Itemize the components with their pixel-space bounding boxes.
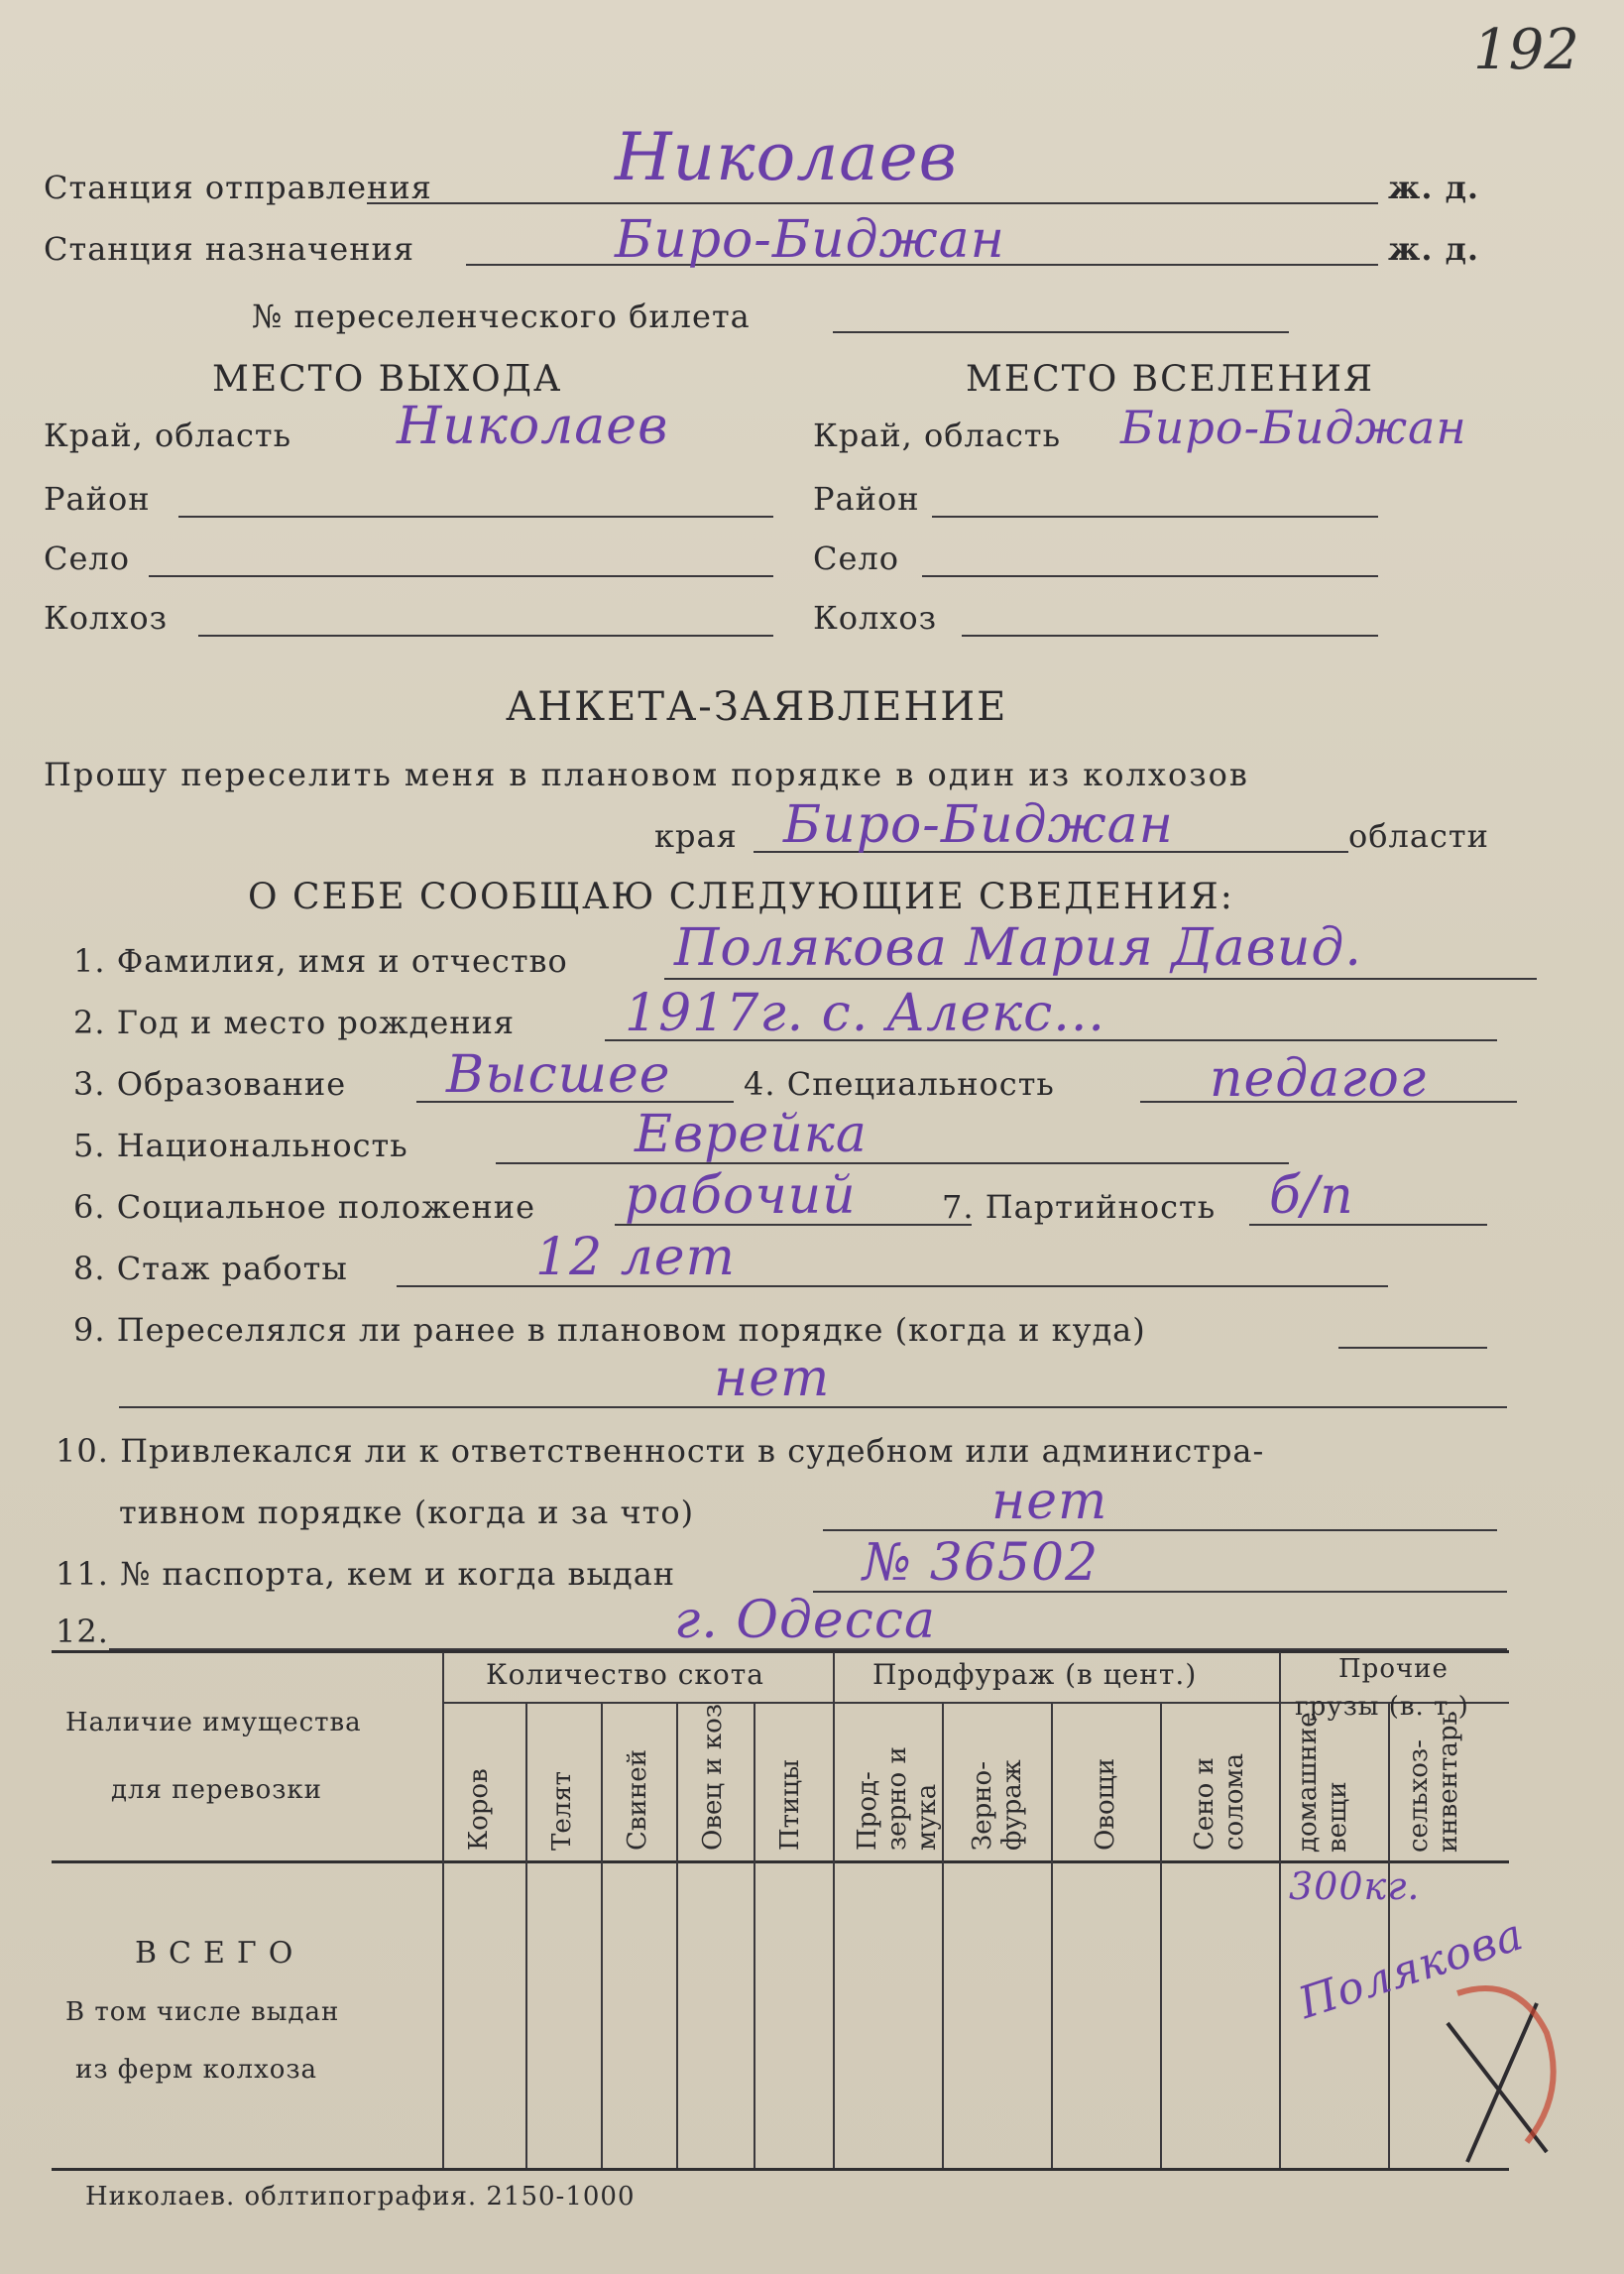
item-10-label-1: 10. Привлекался ли к ответственности в судебном или администра- (56, 1432, 1265, 1470)
settlement-region-label: Край, область (813, 417, 1061, 454)
origin-village-line (149, 575, 773, 577)
table-group-fodder: Продфураж (в цент.) (872, 1658, 1198, 1691)
request-kray-value: Биро-Биджан (783, 795, 1174, 855)
item-6-label: 6. Социальное положение (73, 1188, 536, 1226)
item-1-value: Полякова Мария Давид. (674, 918, 1362, 978)
departure-label: Станция отправления (44, 169, 432, 206)
table-vline-group-2 (1279, 1652, 1281, 2168)
origin-kolkhoz-line (198, 635, 773, 637)
request-line-1: Прошу переселить меня в плановом порядке в один из колхозов (44, 756, 1249, 793)
destination-value: Биро-Биджан (615, 210, 1005, 270)
settlement-heading: МЕСТО ВСЕЛЕНИЯ (966, 359, 1375, 400)
departure-line (367, 202, 1378, 204)
col-grain-fodder: Зерно-фураж (968, 1759, 1027, 1851)
form-title: АНКЕТА-ЗАЯВЛЕНИЕ (506, 684, 1008, 730)
table-signature: Полякова (1292, 1908, 1530, 2030)
table-vline-3 (676, 1704, 678, 2168)
table-row-label-1: Наличие имущества (65, 1708, 362, 1737)
origin-heading: МЕСТО ВЫХОДА (212, 359, 563, 400)
destination-rail-suffix: ж. д. (1388, 230, 1480, 268)
origin-region-label: Край, область (44, 417, 291, 454)
table-vline-6 (1051, 1704, 1053, 2168)
table-vline-group-1 (833, 1652, 835, 2168)
col-cows: Коров (464, 1768, 494, 1851)
settlement-village-line (922, 575, 1378, 577)
table-vline-4 (754, 1704, 755, 2168)
table-vline-2 (601, 1704, 603, 2168)
item-2-label: 2. Год и место рождения (73, 1004, 516, 1041)
col-sheep-goats: Овец и коз (698, 1703, 728, 1851)
item-5-value: Еврейка (635, 1105, 868, 1164)
origin-kolkhoz-label: Колхоз (44, 599, 169, 637)
settlement-kolkhoz-line (962, 635, 1378, 637)
col-calves: Телят (547, 1770, 577, 1851)
table-cargo-value: 300кг. (1289, 1864, 1421, 1908)
departure-value: Николаев (615, 119, 959, 195)
col-farm-tools: сельхоз-инвентарь (1404, 1711, 1463, 1853)
item-1-label: 1. Фамилия, имя и отчество (73, 942, 568, 980)
item-9-label: 9. Переселялся ли ранее в плановом порядке (когда и куда) (73, 1311, 1146, 1349)
settlement-district-line (932, 516, 1378, 518)
origin-region-value: Николаев (397, 397, 669, 456)
settlement-kolkhoz-label: Колхоз (813, 599, 938, 637)
page-number: 192 (1473, 18, 1579, 82)
col-vegetables: Овощи (1091, 1757, 1120, 1851)
table-vline-8 (1388, 1704, 1390, 2168)
settlement-village-label: Село (813, 539, 900, 577)
settlement-region-value: Биро-Биджан (1120, 401, 1467, 454)
origin-village-label: Село (44, 539, 131, 577)
item-10-line (823, 1529, 1497, 1531)
printer-imprint: Николаев. облтипография. 2150-1000 (85, 2182, 636, 2212)
table-header-rule (52, 1860, 1509, 1863)
destination-label: Станция назначения (44, 230, 415, 268)
table-issued-label-1: В том числе выдан (65, 1997, 340, 2027)
item-5-label: 5. Национальность (73, 1127, 408, 1164)
origin-district-line (178, 516, 773, 518)
settlement-district-label: Район (813, 480, 920, 518)
item-11-label: 11. № паспорта, кем и когда выдан (56, 1555, 676, 1593)
col-hay-straw: Сено и солома (1190, 1752, 1249, 1851)
item-10-value: нет (991, 1472, 1108, 1531)
request-kray-label: края (654, 817, 738, 855)
item-8-value: 12 лет (535, 1228, 736, 1287)
item-4-value: педагог (1210, 1049, 1428, 1109)
col-pigs: Свиней (623, 1749, 652, 1851)
item-3-value: Высшее (446, 1045, 671, 1105)
ticket-label: № переселенческого билета (252, 298, 751, 335)
col-grain-flour: Прод-зерно и мука (853, 1746, 942, 1851)
request-oblast-label: области (1348, 817, 1489, 855)
red-cross-mark-icon (1428, 1964, 1576, 2182)
item-12-value: г. Одесса (674, 1591, 936, 1650)
item-6-value: рабочий (625, 1166, 857, 1226)
item-5-line (496, 1162, 1289, 1164)
item-1-line (664, 978, 1537, 980)
item-7-value: б/п (1269, 1166, 1354, 1226)
table-vline-0 (442, 1652, 444, 2168)
item-9-line-a (1338, 1347, 1487, 1349)
item-11-value: № 36502 (863, 1533, 1100, 1593)
item-8-label: 8. Стаж работы (73, 1250, 348, 1287)
table-vline-7 (1160, 1704, 1162, 2168)
table-group-livestock: Количество скота (486, 1658, 764, 1691)
table-issued-label-2: из ферм колхоза (75, 2055, 318, 2085)
table-vline-1 (525, 1704, 527, 2168)
table-top-rule (52, 1650, 1509, 1653)
col-household: домашние вещи (1293, 1712, 1352, 1853)
item-12-label: 12. (56, 1613, 109, 1650)
item-2-value: 1917г. с. Алекс... (625, 984, 1105, 1043)
item-10-label-2: тивном порядке (когда и за что) (119, 1494, 695, 1531)
item-9-value: нет (714, 1349, 831, 1408)
departure-rail-suffix: ж. д. (1388, 169, 1480, 206)
ticket-line (833, 331, 1289, 333)
item-4-label: 4. Специальность (744, 1065, 1055, 1103)
table-row-label-2: для перевозки (111, 1775, 322, 1805)
table-group-other-2: грузы (в. т.) (1295, 1692, 1469, 1722)
origin-district-label: Район (44, 480, 151, 518)
table-total-label: ВСЕГО (135, 1936, 305, 1971)
form-subtitle: О СЕБЕ СООБЩАЮ СЛЕДУЮЩИЕ СВЕДЕНИЯ: (248, 877, 1234, 917)
item-7-label: 7. Партийность (942, 1188, 1217, 1226)
table-group-other-1: Прочие (1338, 1654, 1449, 1684)
col-poultry: Птицы (775, 1759, 805, 1851)
item-3-label: 3. Образование (73, 1065, 347, 1103)
table-vline-5 (942, 1704, 944, 2168)
table-bottom-rule (52, 2168, 1509, 2171)
